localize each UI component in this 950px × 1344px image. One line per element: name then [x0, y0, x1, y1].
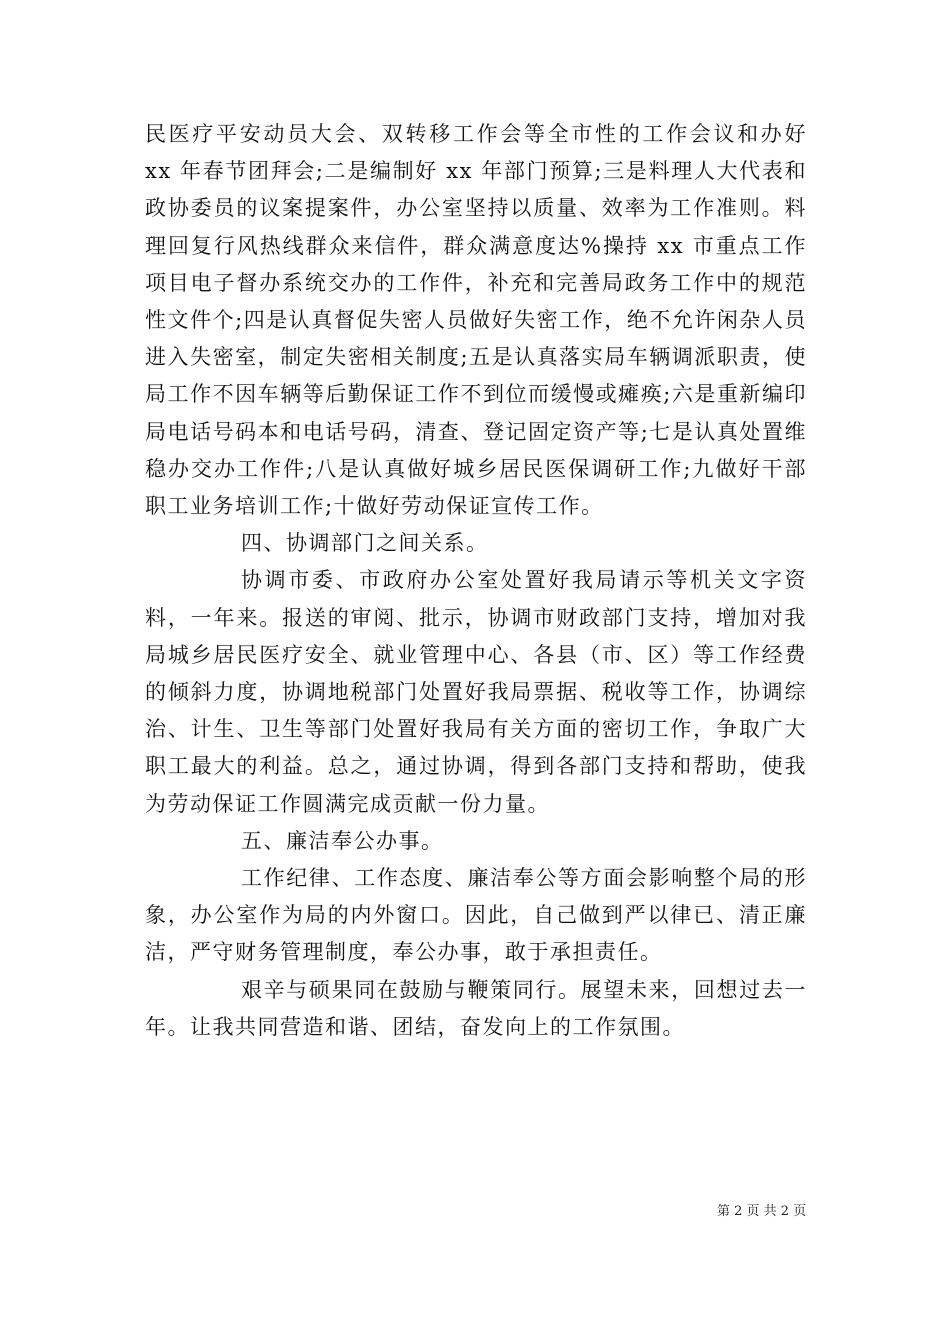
- paragraph-integrity: 工作纪律、工作态度、廉洁奉公等方面会影响整个局的形象，办公室作为局的内外窗口。因此，自己做到严以律已、清正廉洁，严守财务管理制度，奉公办事，敢于承担责任。: [145, 866, 807, 965]
- paragraph-coordination: 协调市委、市政府办公室处置好我局请示等机关文字资料，一年来。报送的审阅、批示，协调市财政部门支持，增加对我局城乡居民医疗安全、就业管理中心、各县（市、区）等工作经费的倾斜力度，协调地税部门处置好我局票据、税收等工作，协调综治、计生、卫生等部门处置好我局有关方面的密切工作，争取广大职工最大的利益。总之，通过协调，得到各部门支持和帮助，使我为劳动保证工作圆满完成贡献一份力量。: [145, 568, 807, 816]
- document-body: [145, 116, 807, 1046]
- heading-integrity: 五、廉洁奉公办事。: [241, 828, 444, 853]
- page-number: 第 2 页 共 2 页: [717, 1204, 807, 1219]
- heading-coordinate-departments: 四、协调部门之间关系。: [241, 531, 489, 556]
- paragraph-conclusion: 艰辛与硕果同在鼓励与鞭策同行。展望未来，回想过去一年。让我共同营造和谐、团结，奋发向上的工作氛围。: [145, 977, 807, 1039]
- paragraph-budget-tasks: 民医疗平安动员大会、双转移工作会等全市性的工作会议和办好 xx 年春节团拜会;二是编制好 xx 年部门预算;三是料理人大代表和政协委员的议案提案件，办公室坚持以质量、效率为工作准则。料理回复行风热线群众来信件，群众满意度达%操持 xx 市重点工作项目电子督办系统交办的工作件，补充和完善局政务工作中的规范性文件个;四是认真督促失密人员做好失密工作，绝不允许闲杂人员进入失密室，制定失密相关制度;五是认真落实局车辆调派职责，使局工作不因车辆等后勤保证工作不到位而缓慢或瘫痪;六是重新编印局电话号码本和电话号码，清查、登记固定资产等;七是认真处置维稳办交办工作件;八是认真做好城乡居民医保调研工作;九做好干部职工业务培训工作;十做好劳动保证宣传工作。: [145, 122, 807, 519]
